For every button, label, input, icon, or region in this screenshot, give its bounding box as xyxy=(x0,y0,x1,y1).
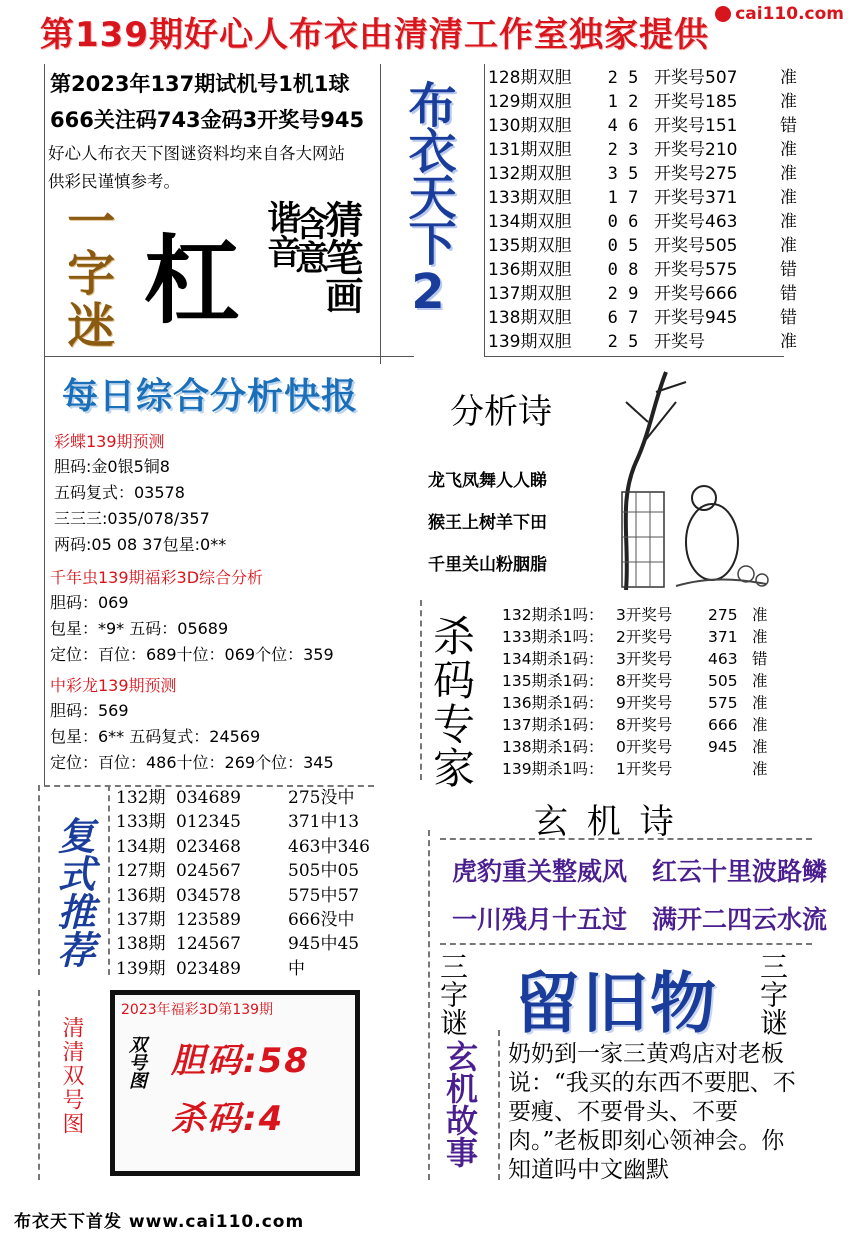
history-draw: 开奖号666 xyxy=(654,284,738,304)
double-chart-panel xyxy=(110,990,360,1176)
history-result: 错 xyxy=(780,284,797,304)
fushi-result: 中 xyxy=(288,958,305,979)
divider xyxy=(38,785,40,975)
history-result: 准 xyxy=(780,68,797,88)
history-draw: 开奖号185 xyxy=(654,92,738,112)
divider xyxy=(484,64,485,356)
kill-draw: 0开奖号 xyxy=(616,738,673,756)
history-draw: 开奖号210 xyxy=(654,140,738,160)
qiannian-title: 千年虫139期福彩3D综合分析 xyxy=(50,568,264,587)
history-nums: 0 5 xyxy=(607,236,639,256)
history-issue: 138期双胆 xyxy=(488,308,572,328)
history-result: 准 xyxy=(780,92,797,112)
history-result: 错 xyxy=(780,116,797,136)
fushi-issue: 139期 xyxy=(116,958,166,979)
qiannian-line1: 胆码：069 xyxy=(50,593,129,612)
riddle-hint-col1: 猜笔画 xyxy=(318,200,363,314)
xuanji-line1: 虎豹重关整威风 红云十里波路鳞 xyxy=(452,857,828,886)
table-row xyxy=(502,670,772,692)
kill-draw: 1开奖号 xyxy=(616,760,673,778)
kill-issue: 137期杀1码： xyxy=(502,716,604,734)
kill-draw: 3开奖号 xyxy=(616,606,673,624)
history-issue: 131期双胆 xyxy=(488,140,572,160)
fushi-result: 463中346 xyxy=(288,836,370,857)
fushi-issue: 136期 xyxy=(116,885,166,906)
fushi-nums: 024567 xyxy=(176,861,241,882)
table-row xyxy=(488,162,800,186)
history-issue: 139期双胆 xyxy=(488,332,572,352)
history-result: 错 xyxy=(780,260,797,280)
divider xyxy=(38,990,40,1180)
story-text: 奶奶到一家三黄鸡店对老板说：“我买的东西不要肥、不要瘦、不要骨头、不要肉。”老板即刻心领神会。你知道吗中文幽默 xyxy=(508,1041,796,1183)
caidie-line2: 五码复式：03578 xyxy=(54,483,185,502)
history-result: 准 xyxy=(780,212,797,232)
kill-result: 准 xyxy=(752,628,768,646)
history-draw: 开奖号275 xyxy=(654,164,738,184)
history-draw: 开奖号507 xyxy=(654,68,738,88)
double-chart-dan: 胆码:58 xyxy=(171,1041,310,1081)
kill-num: 945 xyxy=(708,738,738,756)
fushi-issue: 132期 xyxy=(116,788,166,808)
story-label: 玄机故事 xyxy=(441,1040,479,1168)
xuanji-line2: 一川残月十五过 满开二四云水流 xyxy=(452,905,828,934)
fushi-nums: 124567 xyxy=(176,934,241,955)
fushi-result: 275没中 xyxy=(288,788,355,808)
table-row xyxy=(502,758,772,780)
table-row xyxy=(502,736,772,758)
fushi-result: 945中45 xyxy=(288,934,360,955)
kill-result: 准 xyxy=(752,760,768,778)
kill-num: 463 xyxy=(708,650,738,668)
qiannian-line2: 包星：*9* 五码：05689 xyxy=(50,619,229,638)
divider xyxy=(44,356,414,357)
fushi-label: 复式推荐 xyxy=(51,816,95,968)
divider xyxy=(420,600,422,780)
table-row xyxy=(502,714,772,736)
history-draw: 开奖号505 xyxy=(654,236,738,256)
kill-code-label: 杀码专家 xyxy=(427,614,476,790)
fushi-nums: 023468 xyxy=(176,836,241,857)
table-row xyxy=(116,957,388,981)
table-row xyxy=(116,908,388,932)
caidie-title: 彩蝶139期预测 xyxy=(54,432,165,451)
riddle-hint-col3: 谐音 xyxy=(260,200,301,268)
kill-result: 准 xyxy=(752,716,768,734)
xuanji-title: 玄 机 诗 xyxy=(534,802,678,842)
riddle-main-char: 杠 xyxy=(144,224,240,337)
divider xyxy=(428,830,430,1180)
test-info-line2: 666关注码743金码3开奖号945 xyxy=(50,108,365,132)
double-chart-sha: 杀码:4 xyxy=(171,1099,285,1139)
kill-result: 错 xyxy=(752,650,768,668)
fushi-result: 505中05 xyxy=(288,861,360,882)
kill-result: 准 xyxy=(752,672,768,690)
riddle-vertical-label: 一字迷 xyxy=(58,196,115,352)
history-issue: 134期双胆 xyxy=(488,212,572,232)
caidie-line3: 三三三:035/078/357 xyxy=(54,509,210,528)
test-info-line4: 供彩民谨慎参考。 xyxy=(48,172,180,191)
history-result: 准 xyxy=(780,332,797,352)
history-draw: 开奖号 xyxy=(654,332,705,352)
table-row xyxy=(116,859,388,883)
kill-issue: 136期杀1码： xyxy=(502,694,604,712)
daily-report-title: 每日综合分析快报 xyxy=(62,376,359,417)
logo-icon xyxy=(715,6,731,22)
divider xyxy=(108,785,110,975)
poem-line2: 猴王上树羊下田 xyxy=(428,513,547,533)
history-draw: 开奖号945 xyxy=(654,308,738,328)
fushi-issue: 137期 xyxy=(116,910,166,931)
test-info-line3: 好心人布衣天下图谜资料均来自各大网站 xyxy=(48,144,345,163)
fushi-result: 371中13 xyxy=(288,812,360,833)
fushi-result: 666没中 xyxy=(288,910,355,931)
three-char-left-label: 三字谜 xyxy=(436,952,469,1036)
table-row xyxy=(488,66,800,90)
divider xyxy=(380,64,381,364)
history-nums: 4 6 xyxy=(607,116,639,136)
riddle-hint-col2: 含意 xyxy=(288,206,329,274)
fushi-issue: 138期 xyxy=(116,934,166,955)
table-row xyxy=(488,186,800,210)
history-nums: 1 7 xyxy=(607,188,639,208)
kill-issue: 133期杀1吗： xyxy=(502,628,604,646)
caidie-line1: 胆码:金0银5铜8 xyxy=(54,457,170,476)
history-nums: 2 5 xyxy=(607,332,639,352)
table-row xyxy=(488,114,800,138)
fushi-nums: 012345 xyxy=(176,812,241,833)
divider xyxy=(484,356,784,357)
table-row xyxy=(488,234,800,258)
qiannian-line3: 定位：百位：689十位：069个位：359 xyxy=(50,645,334,664)
history-result: 准 xyxy=(780,164,797,184)
history-nums: 1 2 xyxy=(607,92,639,112)
kill-issue: 135期杀1码： xyxy=(502,672,604,690)
left-border xyxy=(44,64,45,786)
zhongcai-line1: 胆码：569 xyxy=(50,701,129,720)
caidie-line4: 两码:05 08 37包星:0** xyxy=(54,535,227,554)
poem-line1: 龙飞凤舞人人睇 xyxy=(428,471,547,491)
kill-num: 505 xyxy=(708,672,738,690)
table-row xyxy=(488,306,800,330)
kill-num: 575 xyxy=(708,694,738,712)
fushi-nums: 034578 xyxy=(176,885,241,906)
brand-vertical: 布衣天下2 xyxy=(400,80,456,318)
history-nums: 0 6 xyxy=(607,212,639,232)
table-row xyxy=(502,648,772,670)
footer-text: 布衣天下首发 www.cai110.com xyxy=(14,1212,305,1232)
fushi-result: 575中57 xyxy=(288,885,360,906)
history-nums: 0 8 xyxy=(607,260,639,280)
history-nums: 2 9 xyxy=(607,284,639,304)
kill-result: 准 xyxy=(752,606,768,624)
test-info-line1: 第2023年137期试机号1机1球 xyxy=(50,72,350,96)
zhongcai-title: 中彩龙139期预测 xyxy=(50,676,177,695)
double-chart-header: 2023年福彩3D第139期 xyxy=(121,1002,274,1018)
history-issue: 128期双胆 xyxy=(488,68,572,88)
divider xyxy=(498,1030,500,1180)
three-char-right-label: 三字谜 xyxy=(756,952,789,1036)
poem-title: 分析诗 xyxy=(450,392,552,432)
history-result: 准 xyxy=(780,140,797,160)
kill-draw: 3开奖号 xyxy=(616,650,673,668)
kill-result: 准 xyxy=(752,738,768,756)
kill-issue: 132期杀1吗： xyxy=(502,606,604,624)
zhongcai-line2: 包星：6** 五码复式：24569 xyxy=(50,727,261,746)
history-issue: 132期双胆 xyxy=(488,164,572,184)
kill-draw: 2开奖号 xyxy=(616,628,673,646)
double-chart-side-label: 清清双号图 xyxy=(59,1016,84,1136)
fushi-nums: 123589 xyxy=(176,910,241,931)
history-nums: 2 3 xyxy=(607,140,639,160)
kill-issue: 134期杀1码： xyxy=(502,650,604,668)
fushi-issue: 127期 xyxy=(116,861,166,882)
table-row xyxy=(488,258,800,282)
table-row xyxy=(502,692,772,714)
kill-result: 准 xyxy=(752,694,768,712)
kill-draw: 9开奖号 xyxy=(616,694,673,712)
site-logo[interactable] xyxy=(715,4,844,24)
three-char-answer: 留旧物 xyxy=(514,965,718,1042)
fushi-issue: 134期 xyxy=(116,836,166,857)
table-row xyxy=(488,330,800,354)
kill-draw: 8开奖号 xyxy=(616,672,673,690)
history-draw: 开奖号151 xyxy=(654,116,738,136)
poem-line3: 千里关山粉胭脂 xyxy=(428,555,547,575)
history-nums: 2 5 xyxy=(607,68,639,88)
history-nums: 6 7 xyxy=(607,308,639,328)
double-chart-small-label: 双号图 xyxy=(126,1035,147,1089)
page-title: 第139期好心人布衣由清清工作室独家提供 xyxy=(40,14,709,55)
history-result: 准 xyxy=(780,188,797,208)
fushi-nums: 034689 xyxy=(176,788,241,808)
zhongcai-line3: 定位：百位：486十位：269个位：345 xyxy=(50,753,334,772)
poem-illustration xyxy=(596,362,780,594)
history-issue: 136期双胆 xyxy=(488,260,572,280)
history-issue: 135期双胆 xyxy=(488,236,572,256)
kill-num: 666 xyxy=(708,716,738,734)
logo-text: cai110.com xyxy=(735,4,844,24)
history-draw: 开奖号463 xyxy=(654,212,738,232)
kill-num: 275 xyxy=(708,606,738,624)
history-result: 准 xyxy=(780,236,797,256)
table-row xyxy=(488,282,800,306)
history-draw: 开奖号371 xyxy=(654,188,738,208)
fushi-issue: 133期 xyxy=(116,812,166,833)
history-draw: 开奖号575 xyxy=(654,260,738,280)
table-row xyxy=(116,884,388,908)
table-row xyxy=(116,810,388,834)
kill-issue: 139期杀1吗： xyxy=(502,760,604,778)
table-row xyxy=(488,90,800,114)
table-row xyxy=(116,932,388,956)
fushi-nums: 023489 xyxy=(176,958,241,979)
table-row xyxy=(502,604,772,626)
fushi-table xyxy=(116,786,388,981)
kill-issue: 138期杀1码： xyxy=(502,738,604,756)
table-row xyxy=(488,210,800,234)
table-row xyxy=(116,835,388,859)
table-row xyxy=(488,138,800,162)
history-issue: 137期双胆 xyxy=(488,284,572,304)
double-history-table xyxy=(488,66,800,354)
table-row xyxy=(502,626,772,648)
kill-draw: 8开奖号 xyxy=(616,716,673,734)
history-issue: 133期双胆 xyxy=(488,188,572,208)
kill-code-table xyxy=(502,604,772,780)
history-nums: 3 5 xyxy=(607,164,639,184)
table-row xyxy=(116,786,388,810)
kill-num: 371 xyxy=(708,628,738,646)
history-issue: 129期双胆 xyxy=(488,92,572,112)
history-issue: 130期双胆 xyxy=(488,116,572,136)
history-result: 错 xyxy=(780,308,797,328)
